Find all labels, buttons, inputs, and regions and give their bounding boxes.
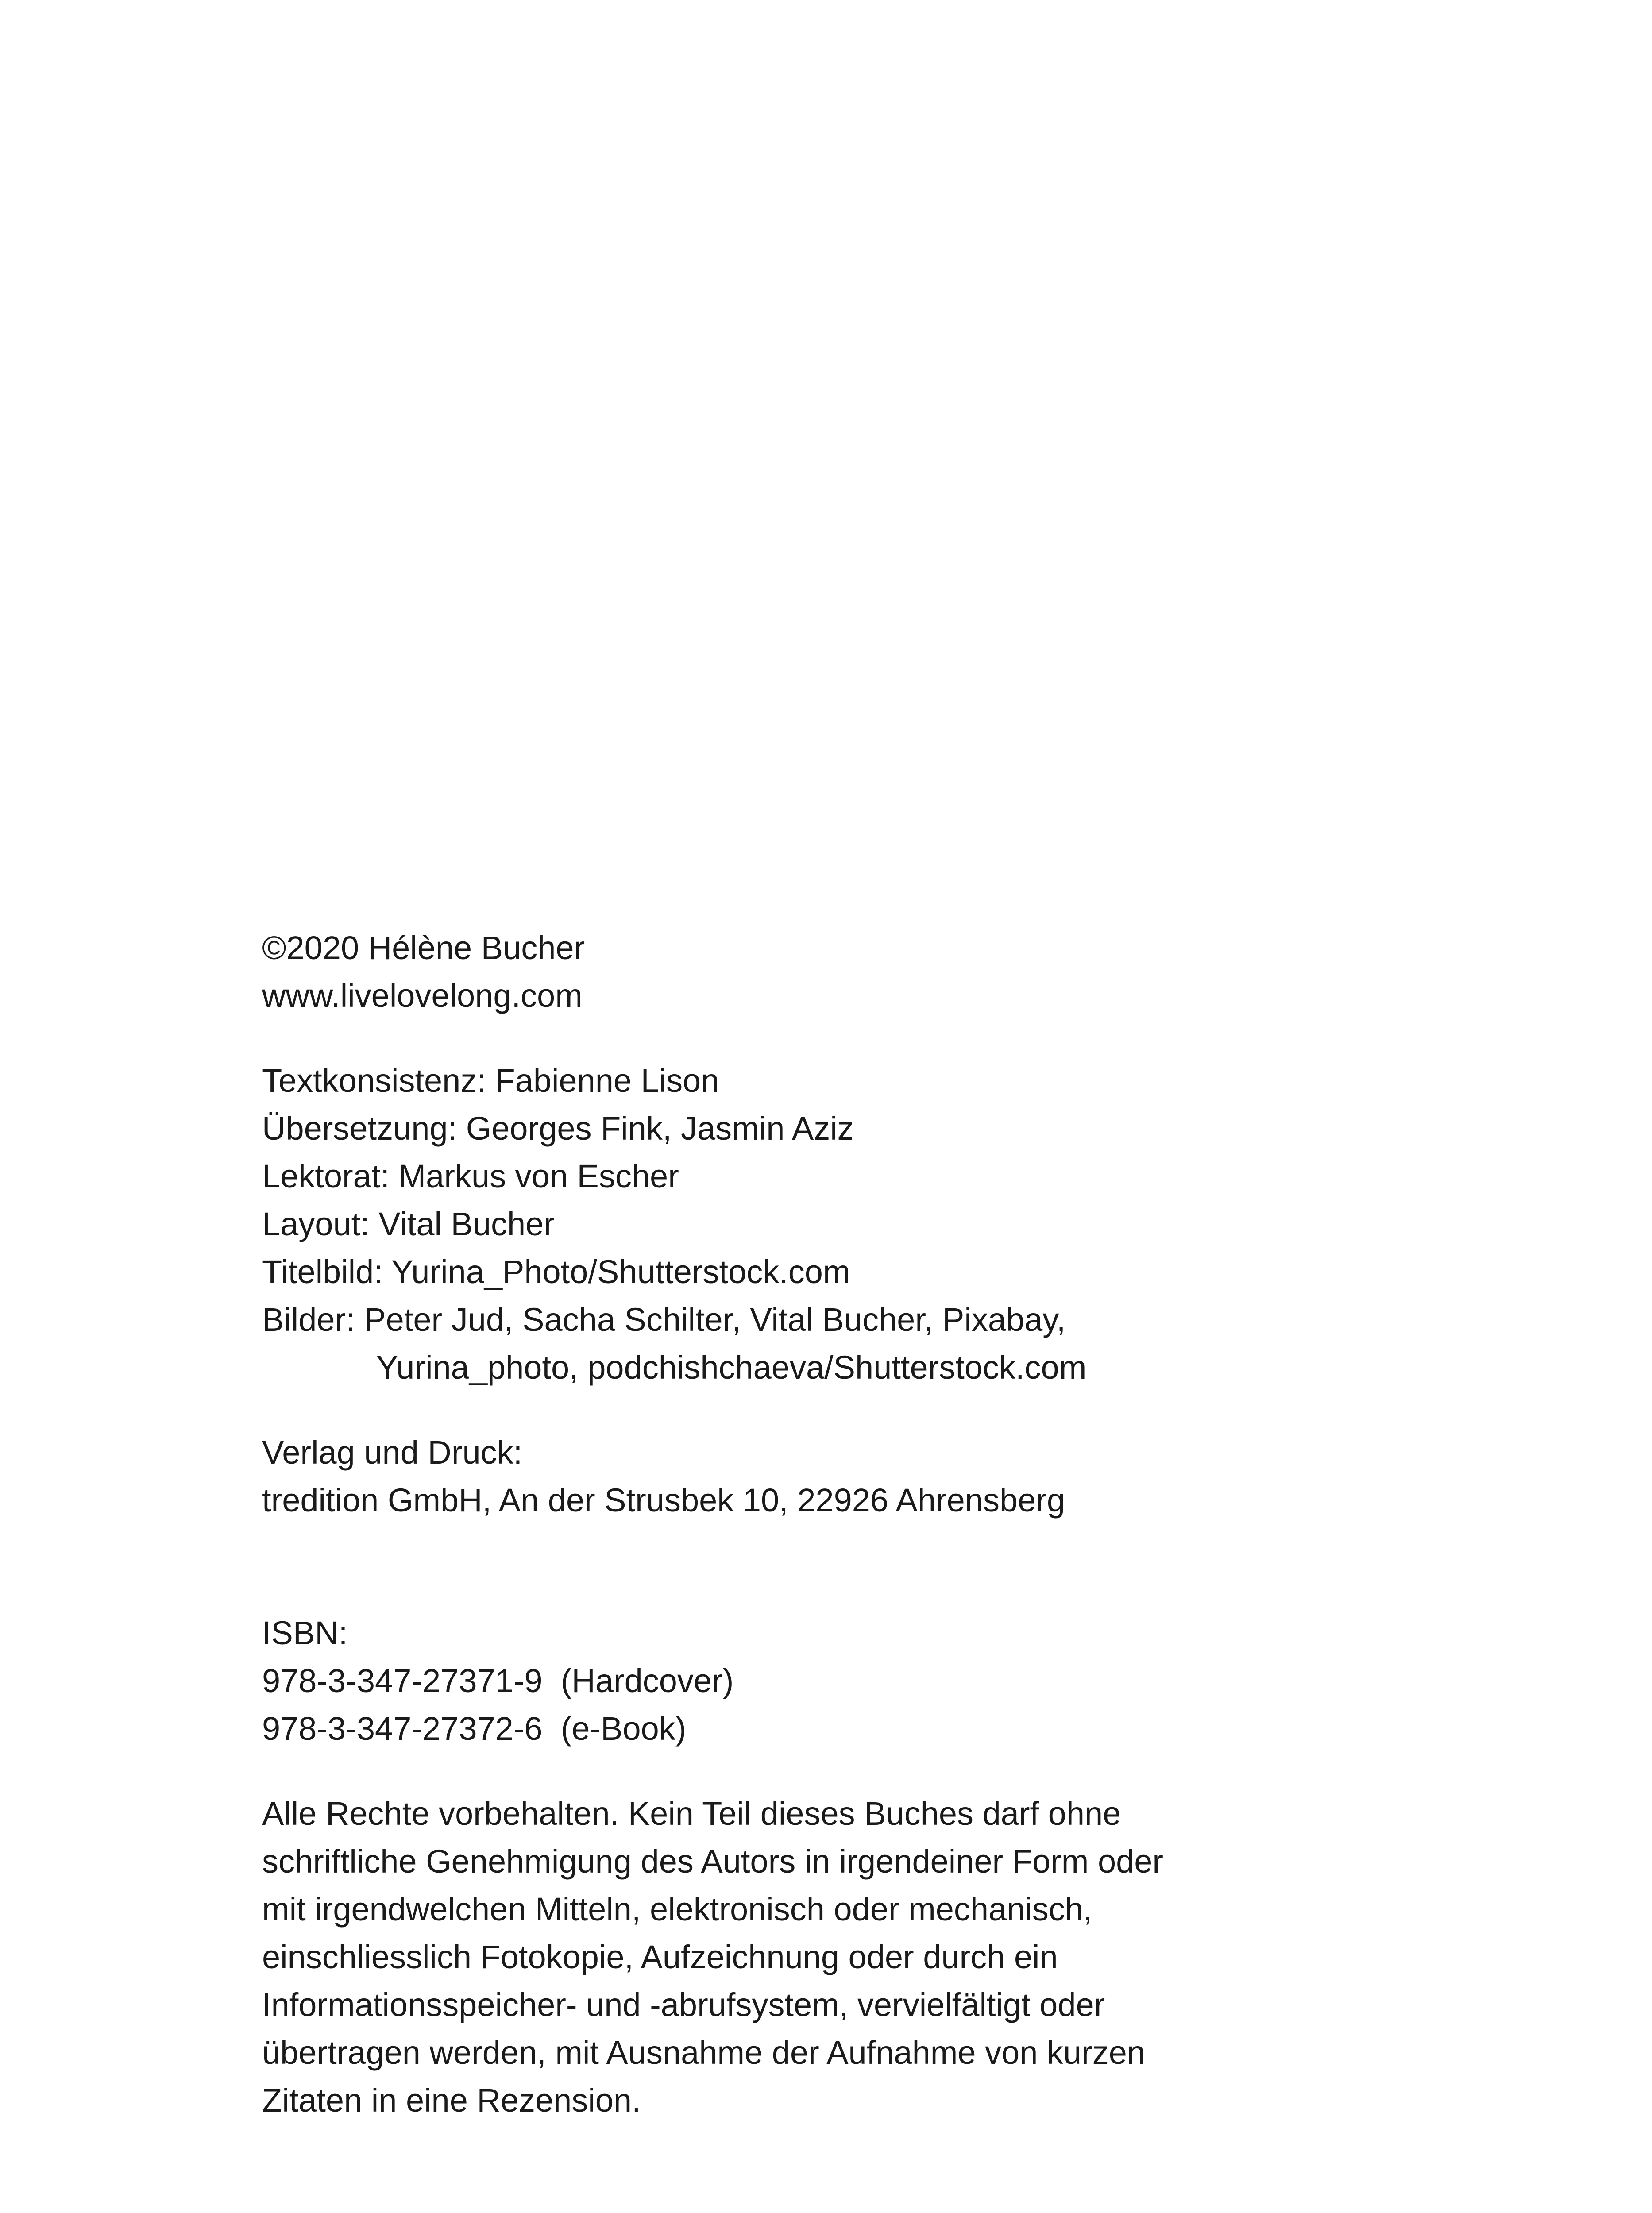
credit-lektorat: Lektorat: Markus von Escher <box>262 1158 679 1195</box>
rights-line: mit irgendwelchen Mitteln, elektronisch oder mechanisch, <box>262 1891 1092 1928</box>
publisher-block <box>262 1429 1546 1524</box>
credit-titelbild: Titelbild: Yurina_Photo/Shutterstock.com <box>262 1253 850 1290</box>
rights-line: einschliesslich Fotokopie, Aufzeichnung oder durch ein <box>262 1939 1058 1975</box>
credits-block <box>262 1057 1546 1392</box>
credit-textkonsistenz: Textkonsistenz: Fabienne Lison <box>262 1062 719 1099</box>
isbn-block <box>262 1609 1546 1753</box>
website-link: www.livelovelong.com <box>262 977 583 1014</box>
rights-line: schriftliche Genehmigung des Autors in irgendeiner Form oder <box>262 1843 1164 1880</box>
publisher-address: tredition GmbH, An der Strusbek 10, 22926 Ahrensberg <box>262 1482 1065 1519</box>
credit-bilder-continued: Yurina_photo, podchishchaeva/Shutterstock.com <box>376 1349 1087 1386</box>
rights-line: Informationsspeicher- und -abrufsystem, vervielfältigt oder <box>262 1986 1105 2023</box>
isbn-label: ISBN: <box>262 1615 348 1651</box>
credit-uebersetzung: Übersetzung: Georges Fink, Jasmin Aziz <box>262 1110 854 1147</box>
rights-line: übertragen werden, mit Ausnahme der Aufnahme von kurzen <box>262 2034 1146 2071</box>
rights-notice <box>262 1790 1293 2124</box>
rights-line: Alle Rechte vorbehalten. Kein Teil dieses Buches darf ohne <box>262 1795 1121 1832</box>
credit-bilder: Bilder: Peter Jud, Sacha Schilter, Vital Bucher, Pixabay, <box>262 1301 1066 1338</box>
credit-layout: Layout: Vital Bucher <box>262 1206 555 1242</box>
isbn-hardcover: 978-3-347-27371-9 (Hardcover) <box>262 1662 734 1699</box>
copyright-block <box>262 924 1546 1020</box>
isbn-ebook: 978-3-347-27372-6 (e-Book) <box>262 1710 687 1747</box>
imprint-text <box>262 924 1546 2124</box>
publisher-label: Verlag und Druck: <box>262 1434 523 1471</box>
rights-line: Zitaten in eine Rezension. <box>262 2082 641 2119</box>
copyright-holder: ©2020 Hélène Bucher <box>262 929 585 966</box>
